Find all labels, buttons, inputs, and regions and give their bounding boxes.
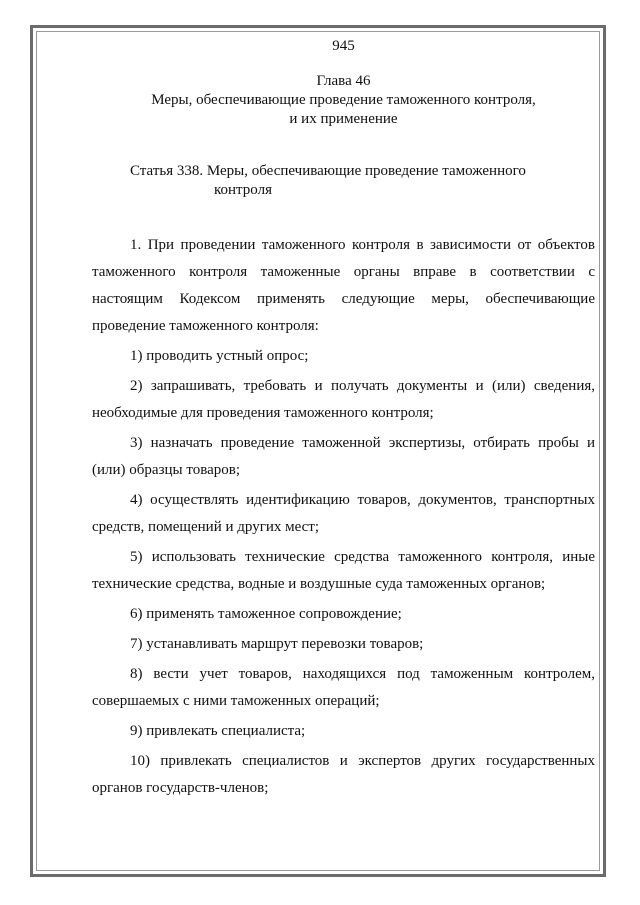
paragraph-item-9: 9) привлекать специалиста;	[130, 723, 306, 739]
chapter-title: Глава 46	[316, 73, 371, 89]
paragraph-item-6: 6) применять таможенное сопровождение;	[130, 606, 402, 622]
chapter-heading-line-2: и их применение	[289, 111, 398, 127]
page-number: 945	[332, 38, 355, 54]
article-heading	[92, 162, 595, 200]
article-heading-line-1: Статья 338. Меры, обеспечивающие проведение таможенного	[130, 163, 526, 179]
article-heading-line-2: контроля	[214, 182, 272, 198]
paragraph-item-7: 7) устанавливать маршрут перевозки товаров;	[130, 636, 424, 652]
paragraph-item-1: 1) проводить устный опрос;	[130, 348, 309, 364]
paragraph-item-8: 8) вести учет товаров, находящихся под таможенным контролем, совершаемых с ними таможенных операций;	[92, 666, 595, 709]
paragraph-intro: 1. При проведении таможенного контроля в зависимости от объектов таможенного контроля таможенные органы вправе в соответствии с настоящим Кодексом применять следующие меры, обеспечивающие проведение таможенного контроля:	[92, 237, 595, 334]
document-content	[92, 36, 595, 802]
paragraph-item-3: 3) назначать проведение таможенной экспертизы, отбирать пробы и (или) образцы товаров;	[92, 435, 595, 478]
paragraph-item-5: 5) использовать технические средства таможенного контроля, иные технические средства, водные и воздушные суда таможенных органов;	[92, 549, 595, 592]
paragraph-item-2: 2) запрашивать, требовать и получать документы и (или) сведения, необходимые для проведения таможенного контроля;	[92, 378, 595, 421]
paragraph-item-4: 4) осуществлять идентификацию товаров, документов, транспортных средств, помещений и других мест;	[92, 492, 595, 535]
chapter-heading-line-1: Меры, обеспечивающие проведение таможенного контроля,	[151, 92, 536, 108]
article-body	[92, 232, 595, 802]
paragraph-item-10: 10) привлекать специалистов и экспертов других государственных органов государств-членов;	[92, 753, 595, 796]
